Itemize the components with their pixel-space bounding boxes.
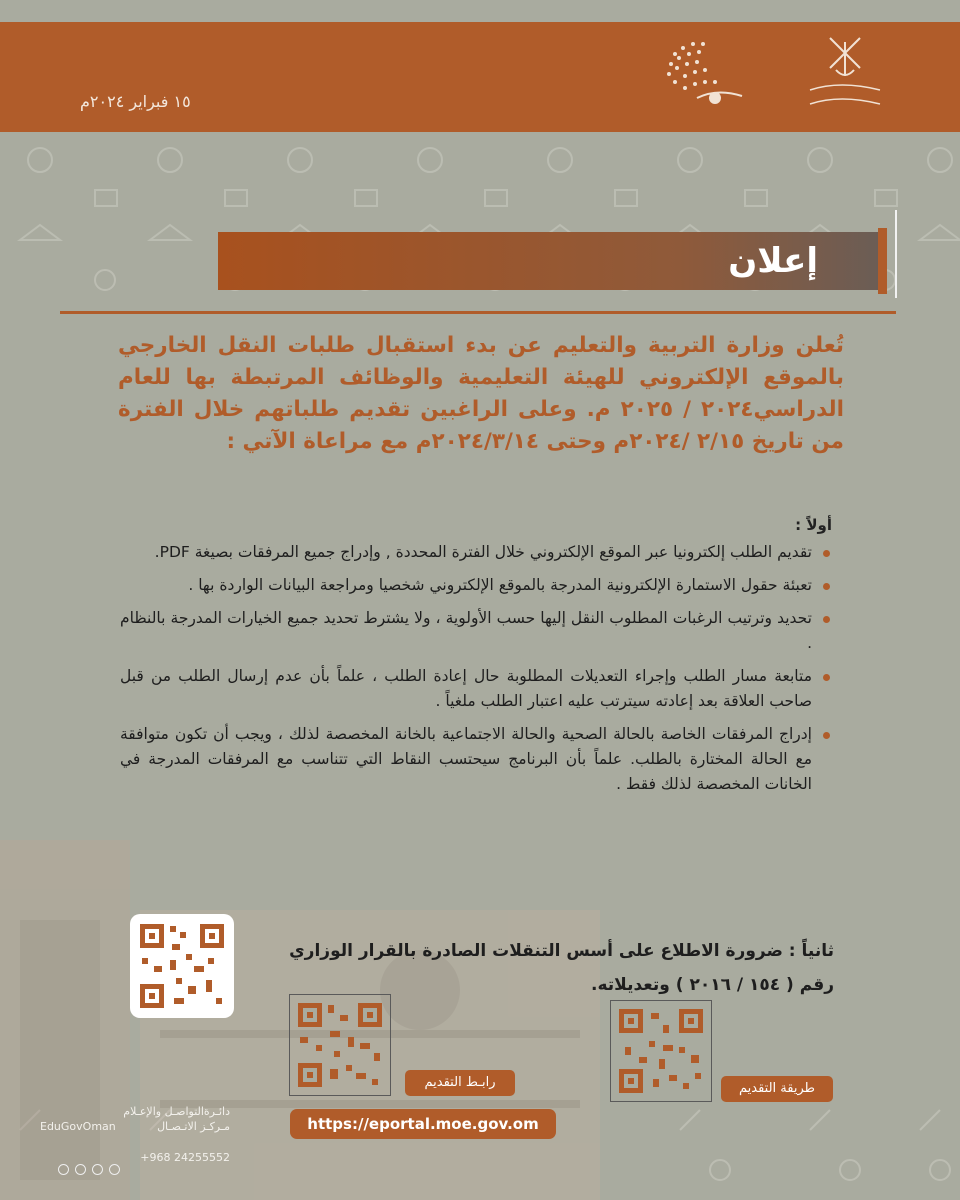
bullet-icon (823, 616, 830, 623)
title-divider-vertical (895, 210, 897, 298)
list-item (120, 606, 832, 656)
list-item (120, 722, 832, 797)
title-accent-bar (878, 228, 887, 294)
social-icons-spacer (40, 1134, 230, 1150)
qr-code-icon (290, 995, 390, 1095)
bullet-icon (823, 674, 830, 681)
ministry-of-education-logo (800, 30, 890, 120)
youtube-icon[interactable] (109, 1164, 120, 1175)
qr-code-apply-link[interactable] (289, 994, 391, 1096)
list-item-text: تعبئة حقول الاستمارة الإلكترونية المدرجة بالموقع الإلكتروني شخصيا ومراجعة البيانات الواردة بها . (188, 576, 812, 594)
list-item-text: متابعة مسار الطلب وإجراء التعديلات المطلوبة حال إعادة الطلب ، علماً بأن عدم إرسال الطلب من قبل صاحب العلاقة بعد إعادته سيترتب عليه اعتبار الطلب ملغياً . (120, 667, 812, 710)
list-item (120, 664, 832, 714)
list-item (120, 540, 832, 565)
announcement-date: ١٥ فبراير ٢٠٢٤م (80, 92, 191, 111)
department-name: دائـرةالتواصـل والإعـلام (123, 1105, 230, 1118)
oman-vision-2040-logo (655, 34, 765, 114)
page-title: إعلان (728, 241, 818, 281)
qr-code-icon (130, 914, 234, 1018)
qr-code-icon (611, 1001, 711, 1101)
section-one-heading: أولاً : (795, 516, 832, 534)
apply-link-label: رابـط التقديم (405, 1070, 515, 1096)
title-divider-horizontal (60, 311, 896, 314)
contact-block (40, 1104, 230, 1165)
portal-url-link[interactable]: https://eportal.moe.gov.om (290, 1109, 556, 1139)
social-handle: EduGovOman (40, 1120, 116, 1133)
contact-row (40, 1119, 230, 1134)
list-item-text: تحديد وترتيب الرغبات المطلوب النقل إليها حسب الأولوية ، ولا يشترط تحديد جميع الخيارات المدرجة بالنظام . (120, 609, 812, 652)
lead-paragraph: تُعلن وزارة التربية والتعليم عن بدء استقبال طلبات النقل الخارجي بالموقع الإلكتروني للهيئة التعليمية والوظائف المرتبطة بها للعام الدراسي٢٠٢٤ / ٢٠٢٥ م. وعلى الراغبين تقديم طلباتهم خلال الفترة من تاريخ ٢/١٥ /٢٠٢٤م وحتى ٢٠٢٤/٣/١٤م مع مراعاة الآتي : (118, 333, 844, 454)
phone-number: +968 24255552 (140, 1151, 230, 1164)
x-icon[interactable] (58, 1164, 69, 1175)
section-two-paragraph: ثانياً : ضرورة الاطلاع على أسس التنقلات الصادرة بالقرار الوزاري رقم ( ١٥٤ / ٢٠١٦ ) وتعديلاته. (289, 941, 834, 995)
social-icons (58, 1160, 138, 1172)
instagram-icon[interactable] (75, 1164, 86, 1175)
bullet-icon (823, 732, 830, 739)
facebook-icon[interactable] (92, 1164, 103, 1175)
bullet-icon (823, 550, 830, 557)
section-one-list (120, 540, 832, 805)
apply-method-label: طريقة التقديم (721, 1076, 833, 1102)
qr-code-contact (130, 914, 234, 1018)
bullet-icon (823, 583, 830, 590)
list-item-text: إدراج المرفقات الخاصة بالحالة الصحية والحالة الاجتماعية بالخانة المخصصة لذلك ، ويجب أن تكون متوافقة مع الحالة المختارة بالطلب. علماً بأن البرنامج سيحتسب النقاط التي تتناسب مع المرفقات المدرجة في الخانات المخصصة لذلك فقط . (120, 725, 812, 793)
list-item (120, 573, 832, 598)
qr-code-apply-method[interactable] (610, 1000, 712, 1102)
list-item-text: تقديم الطلب إلكترونيا عبر الموقع الإلكتروني خلال الفترة المحددة , وإدراج جميع المرفقات بصيغة PDF. (154, 543, 812, 561)
call-center-label: مـركـز الاتـصـال (157, 1120, 230, 1133)
